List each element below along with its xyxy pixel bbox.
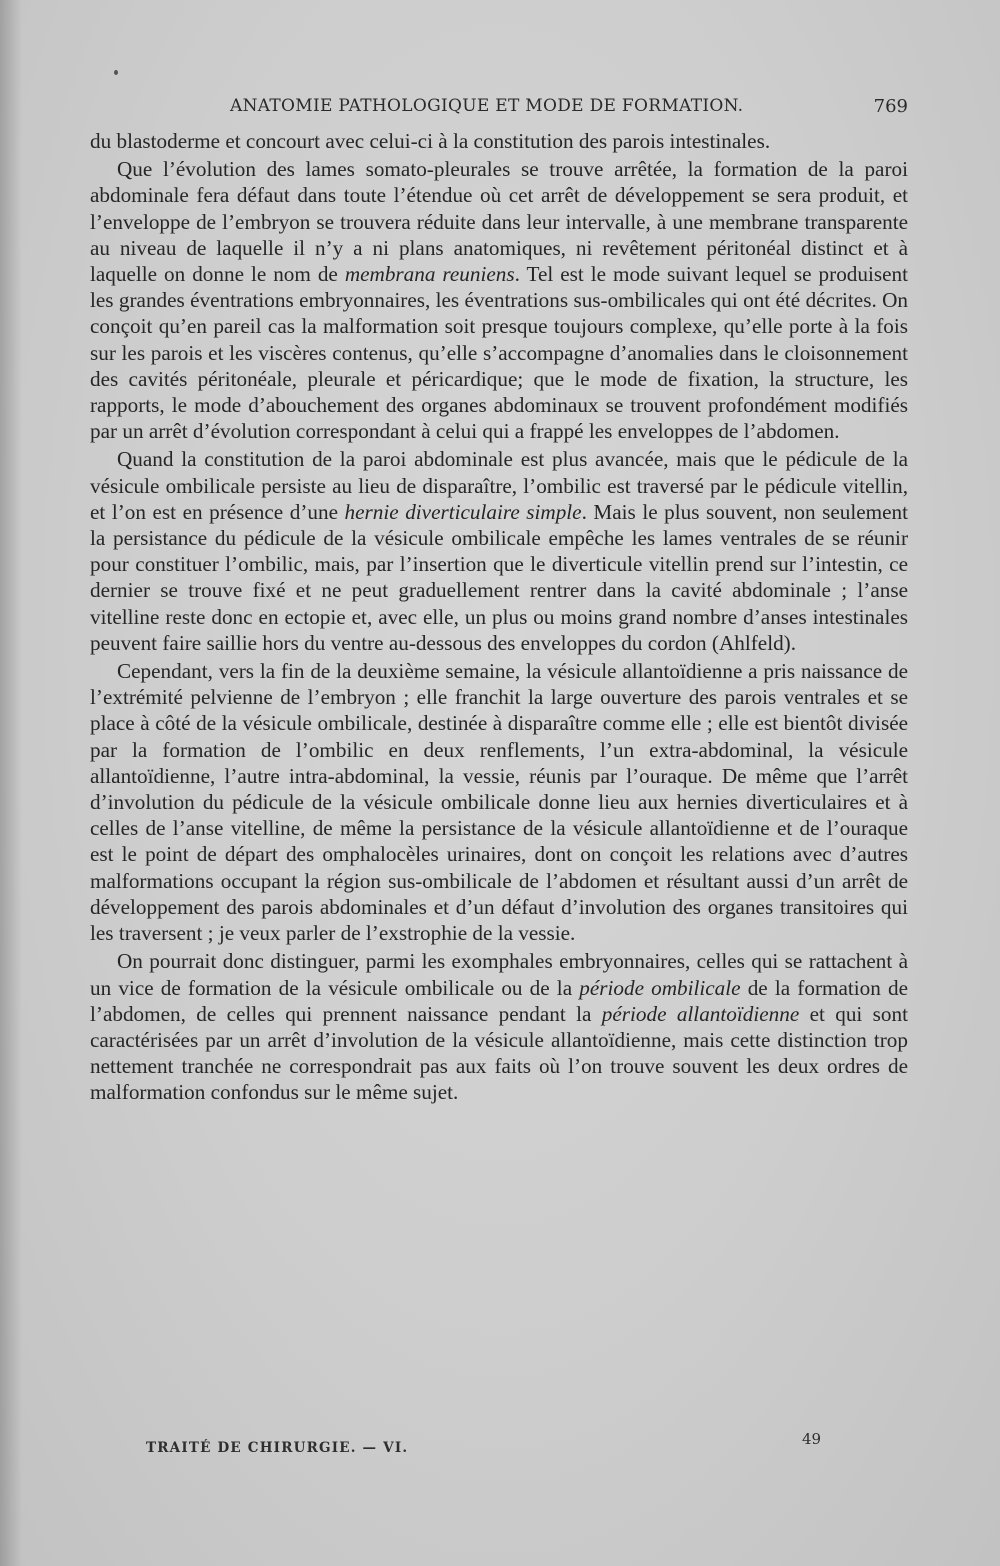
body-text	[90, 128, 908, 1108]
paragraph-text: et qui sont caractérisées par un arrêt d’involution de la vésicule allantoïdienne, mais cette distinction trop nettement tranchée ne correspondrait pas aux faits où l’on trouve souvent les deux ordres de malformation confondus sur le même sujet.	[90, 1001, 908, 1105]
italic-term: période allantoïdienne	[601, 1001, 800, 1026]
page-footer	[90, 1430, 908, 1470]
paragraph	[90, 446, 908, 656]
paragraph-text: . Mais le plus souvent, non seulement la persistance du pédicule de la vésicule ombilicale empêche les lames ventrales de se réunir pour constituer l’ombilic, mais, par l’insertion que le diverticule vitellin prend sur l’intestin, ce dernier se trouve fixé et ne peut graduellement rentrer dans la cavité abdominale ; l’anse vitelline reste donc en ectopie et, avec elle, un plus ou moins grand nombre d’anses intestinales peuvent faire saillie hors du ventre au-dessous des enveloppes du cordon (Ahlfeld).	[90, 499, 908, 655]
page-number: 769	[873, 96, 908, 117]
paragraph	[90, 156, 908, 444]
paragraph-text: On pourrait donc distinguer, parmi les exomphales embryonnaires, celles qui se rattachent à un vice de formation de la vésicule ombilicale ou de la	[90, 949, 908, 1000]
ink-speck	[114, 70, 118, 75]
paragraph	[90, 658, 908, 946]
paragraph-text: Quand la constitution de la paroi abdominale est plus avancée, mais que le pédicule de la vésicule ombilicale persiste au lieu de disparaître, l’ombilic est traversé par le pédicule vitellin, et l’on est en présence d’une	[90, 447, 908, 524]
paragraph	[90, 948, 908, 1105]
paragraph-text: Cependant, vers la fin de la deuxième semaine, la vésicule allantoïdienne a pris naissance de l’extrémité pelvienne de l’embryon ; elle franchit la large ouverture des parois ventrales et se place à côté de la vésicule ombilicale, destinée à disparaître comme elle ; elle est bientôt divisée par la formation de l’ombilic en deux renflements, l’un extra-abdominal, la vésicule allantoïdienne, l’autre intra-abdominal, la vessie, réunis par l’ouraque. De même que l’arrêt d’involution du pédicule de la vésicule ombilicale donne lieu aux hernies diverticulaires et à celles de l’anse vitelline, de même la persistance de la vésicule allantoïdienne et de l’ouraque est le point de départ des omphalocèles urinaires, dont on conçoit les relations avec d’autres malformations occupant la région sus-ombilicale de l’abdomen et résultant aussi d’un arrêt de développement des parois abdominales et d’un défaut d’involution des organes transitoires qui les traversent ; je veux parler de l’exstrophie de la vessie.	[90, 659, 908, 946]
italic-term: hernie diverticulaire simple	[344, 499, 582, 524]
paragraph-text: Que l’évolution des lames somato-pleurales se trouve arrêtée, la formation de la paroi abdominale fera défaut dans toute l’étendue où cet arrêt de développement se sera produit, et l’enveloppe de l’embryon se trouvera réduite dans leur intervalle, à une membrane transparente au niveau de laquelle il n’y a ni plans anatomiques, ni revêtement péritonéal distinct et à laquelle on donne le nom de	[90, 157, 908, 287]
paragraph-text: du blastoderme et concourt avec celui-ci à la constitution des parois intestinales.	[90, 129, 771, 153]
book-title: TRAITÉ DE CHIRURGIE. — VI.	[146, 1440, 409, 1456]
running-title: ANATOMIE PATHOLOGIQUE ET MODE DE FORMATION.	[230, 96, 744, 116]
italic-term: membrana reuniens	[344, 262, 515, 287]
paragraph	[90, 128, 908, 154]
page-edge-shadow	[0, 0, 22, 1566]
paragraph-text: . Tel est le mode suivant lequel se produisent les grandes éventrations embryonnaires, les éventrations sus-ombilicales qui ont été décrites. On conçoit qu’en pareil cas la malformation soit presque toujours complexe, qu’elle porte à la fois sur les parois et les viscères contenus, qu’elle s’accompagne d’anomalies dans le cloisonnement des cavités péritonéale, pleurale et péricardique; que le mode de fixation, la structure, les rapports, le mode d’abouchement des organes abdominaux se trouvent profondément modifiés par un arrêt d’évolution correspondant à celui qui a frappé les enveloppes de l’abdomen.	[90, 262, 908, 444]
running-head	[90, 96, 908, 122]
italic-term: période ombilicale	[579, 975, 741, 1000]
signature-mark: 49	[802, 1430, 822, 1448]
paragraph-text: de la formation de l’abdomen, de celles qui prennent naissance pendant la	[90, 975, 908, 1026]
